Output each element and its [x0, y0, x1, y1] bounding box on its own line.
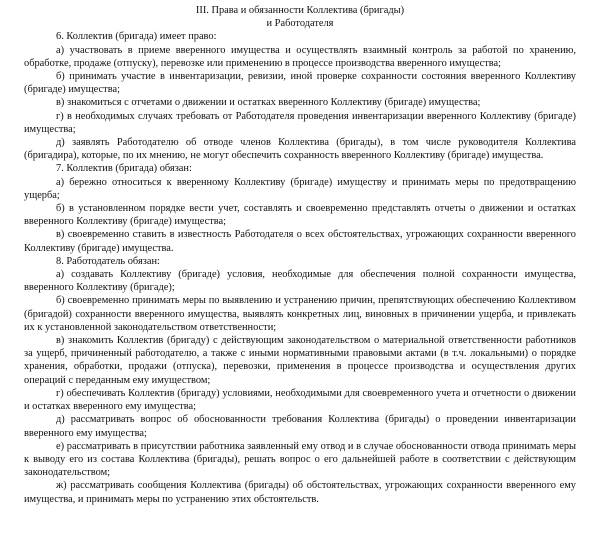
clause-6-heading: 6. Коллектив (бригада) имеет право: — [56, 31, 217, 43]
clause-6-b: б) принимать участие в инвентаризации, ревизии, иной проверке сохранности состояния вверенного Коллективу (бригаде) имущества; — [24, 71, 576, 96]
clause-6-g: г) в необходимых случаях требовать от Работодателя проведения инвентаризации вверенного Коллективу (бригаде) имущества; — [24, 110, 576, 135]
clause-6-a: а) участвовать в приеме вверенного имущества и осуществлять взаимный контроль за работой по хранению, обработке, продаже (отпуску), перевозке или применению в процессе производства вверенного имущества; — [24, 44, 576, 69]
clause-8-heading: 8. Работодатель обязан: — [56, 255, 160, 267]
clause-7-heading: 7. Коллектив (бригада) обязан: — [56, 163, 192, 175]
section-title: III. Права и обязанности Коллектива (бригады) — [195, 5, 405, 16]
clause-8-b: б) своевременно принимать меры по выявлению и устранению причин, препятствующих обеспечению Коллективом (бригадой) сохранности вверенного имущества, выявлять конкретных лиц, виновных в причинении ущерба, и привлекать их к установленной законодательством ответственности; — [24, 295, 576, 333]
clause-6-v: в) знакомиться с отчетами о движении и остатках вверенного Коллективу (бригаде) имущества; — [56, 97, 481, 109]
clause-7-a: а) бережно относиться к вверенному Коллективу (бригаде) имуществу и принимать меры по предотвращению ущерба; — [24, 176, 576, 201]
clause-8-e: е) рассматривать в присутствии работника заявленный ему отвод и в случае обоснованности отвода принимать меры к выводу его из состава Коллектива (бригады), решать вопрос о его дальнейшей работе в соответствии с действующим законодательством; — [24, 440, 576, 479]
clause-8-a: а) создавать Коллективу (бригаде) условия, необходимые для обеспечения полной сохранности имущества, вверенного Коллективу (бригаде); — [24, 269, 576, 294]
section-subtitle: и Работодателя — [266, 18, 334, 30]
clause-8-v: в) знакомить Коллектив (бригаду) с действующим законодательством о материальной ответственности работников за ущерб, причиненный работодателю, а также с иными нормативными правовыми актами (в т.ч. локальными) о порядке хранения, обработки, продажи (отпуска), перевозки, применения в процессе производства и осуществления других операций с переданным ему имуществом; — [24, 335, 576, 386]
clause-8-zh: ж) рассматривать сообщения Коллектива (бригады) об обстоятельствах, угрожающих сохранности вверенного ему имущества, и принимать меры по устранению этих обстоятельств. — [24, 480, 576, 505]
clause-8-g: г) обеспечивать Коллектив (бригаду) условиями, необходимыми для своевременного учета и отчетности о движении и остатках вверенного ему имущества; — [24, 387, 576, 413]
clause-7-v: в) своевременно ставить в известность Работодателя о всех обстоятельствах, угрожающих сохранности вверенного Коллективу (бригаде) имущества. — [24, 229, 576, 254]
clause-7-b: б) в установленном порядке вести учет, составлять и своевременно представлять отчеты о движении и остатках вверенного Коллективу (бригаде) имущества; — [24, 203, 576, 228]
clause-8-d: д) рассматривать вопрос об обоснованности требования Коллектива (бригады) о проведении инвентаризации вверенного ему имущества; — [24, 414, 576, 439]
clause-6-d: д) заявлять Работодателю об отводе членов Коллектива (бригады), в том числе руководителя Коллектива (бригадира), которые, по их мнению, не могут обеспечить сохранность вверенного Коллективу (бригаде) имущества. — [24, 137, 576, 162]
